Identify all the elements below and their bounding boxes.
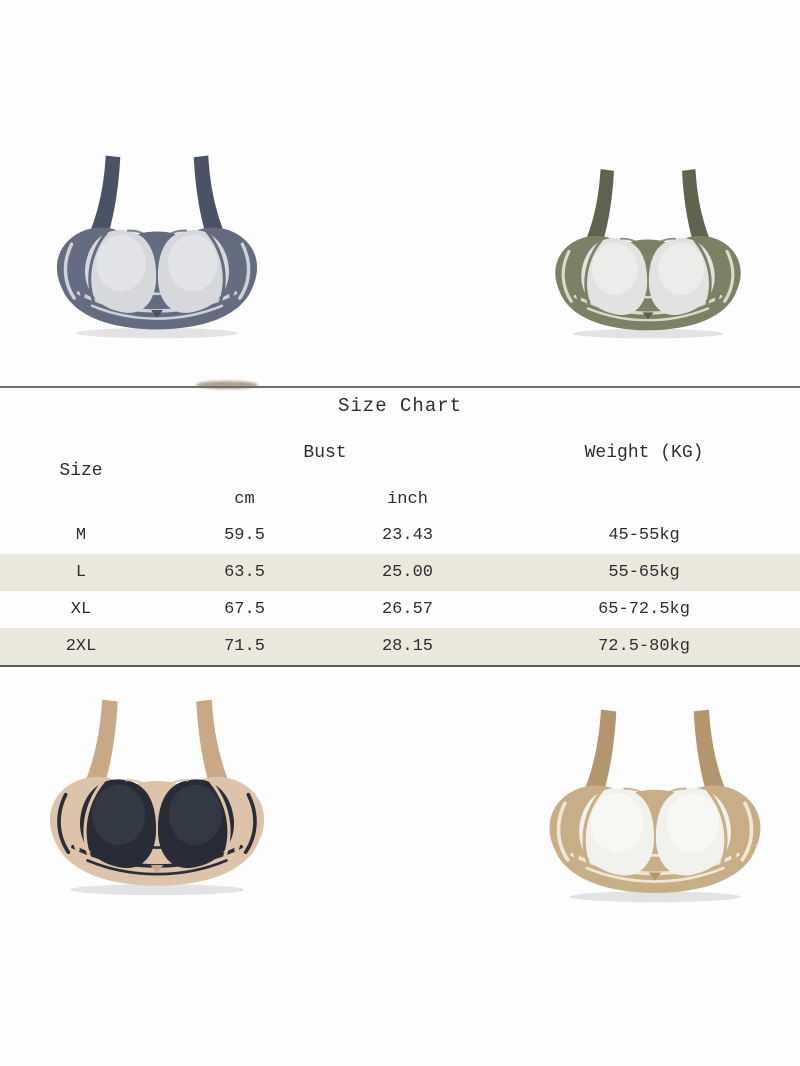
size-row-m xyxy=(0,517,800,554)
bust-inch-cell: 23.43 xyxy=(381,526,433,545)
bra-image-nude-black xyxy=(38,696,276,897)
bust-cm-cell: 59.5 xyxy=(224,526,265,545)
size-cell: L xyxy=(0,554,162,591)
size-chart-header-row xyxy=(0,424,800,481)
bust-cm-cell: 71.5 xyxy=(162,628,327,666)
size-row-2xl xyxy=(0,628,800,666)
size-chart-title: Size Chart xyxy=(338,395,463,417)
col-header-bust: Bust xyxy=(303,442,347,463)
bust-inch-cell: 28.15 xyxy=(327,628,488,666)
col-header-bust-cm: cm xyxy=(234,489,255,509)
bust-cm-cell: 67.5 xyxy=(224,600,265,619)
size-chart-table xyxy=(0,386,800,667)
weight-cell: 45-55kg xyxy=(608,526,680,545)
col-header-size: Size xyxy=(59,460,103,481)
weight-cell: 55-65kg xyxy=(488,554,800,591)
bust-cm-cell: 63.5 xyxy=(162,554,327,591)
size-row-l xyxy=(0,554,800,591)
weight-cell: 65-72.5kg xyxy=(598,600,690,619)
bust-inch-cell: 25.00 xyxy=(327,554,488,591)
bra-image-slate-gray xyxy=(46,152,268,340)
weight-subcell-right xyxy=(645,481,800,517)
weight-subcell-left xyxy=(488,481,645,517)
bra-image-tan-white xyxy=(538,706,772,904)
col-header-weight: Weight (KG) xyxy=(584,442,704,463)
weight-cell: 72.5-80kg xyxy=(488,628,800,666)
size-cell: 2XL xyxy=(0,628,162,666)
size-row-xl xyxy=(0,591,800,628)
size-chart-title-row xyxy=(0,387,800,424)
bra-image-olive-green xyxy=(545,166,751,340)
bust-inch-cell: 26.57 xyxy=(381,600,433,619)
col-header-bust-inch: inch xyxy=(387,489,428,509)
size-cell: XL xyxy=(70,600,92,619)
size-cell: M xyxy=(75,526,87,545)
